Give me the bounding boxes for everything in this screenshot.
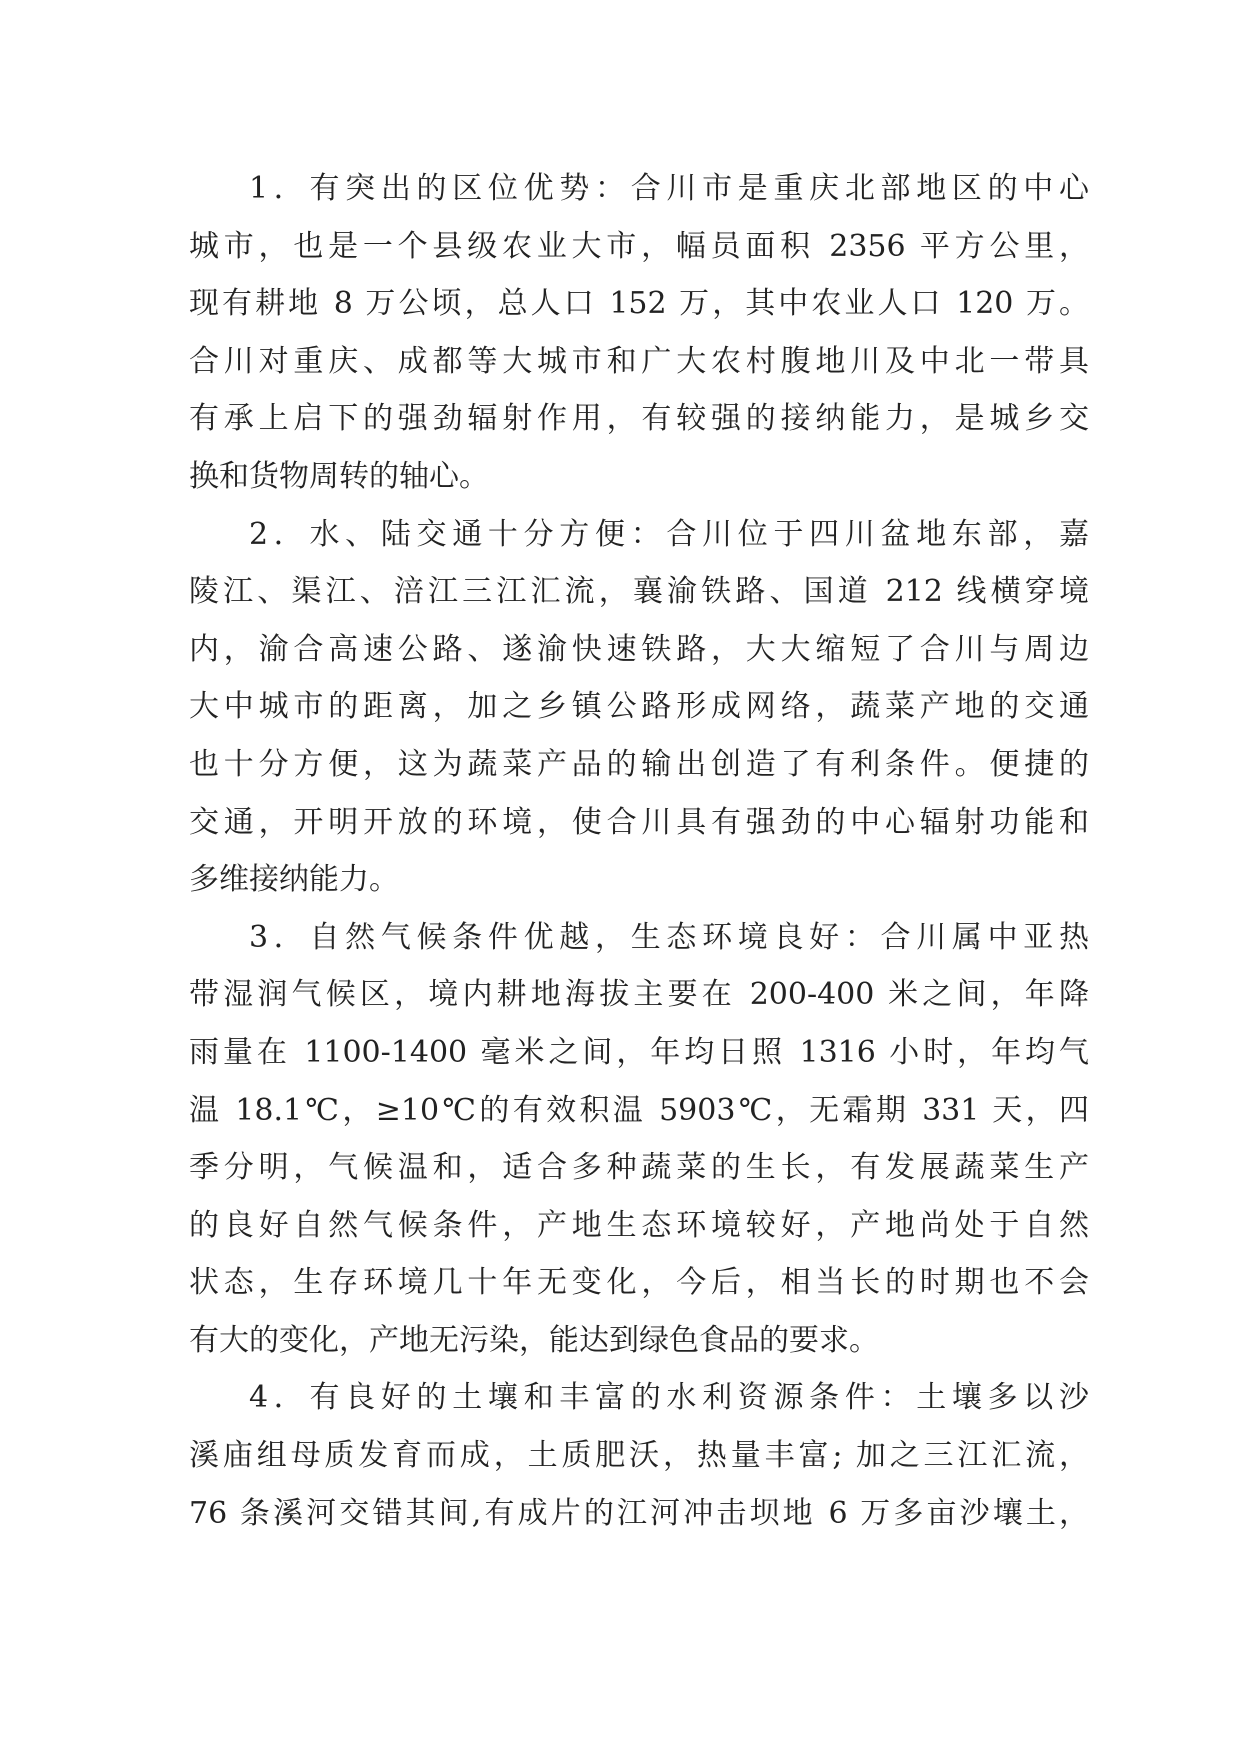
paragraph-1-line-5: 有承上启下的强劲辐射作用，有较强的接纳能力，是城乡交 <box>189 401 1089 437</box>
paragraph-1-line-1: 1．有突出的区位优势：合川市是重庆北部地区的中心 <box>249 171 1089 206</box>
paragraph-3-line-7: 状态，生存环境几十年无变化，今后，相当长的时期也不会 <box>189 1265 1089 1301</box>
paragraph-2-line-5: 也十分方便，这为蔬菜产品的输出创造了有利条件。便捷的 <box>189 746 1089 782</box>
paragraph-2-line-4: 大中城市的距离，加之乡镇公路形成网络，蔬菜产地的交通 <box>189 689 1089 725</box>
paragraph-3-line-1: 3．自然气候条件优越，生态环境良好：合川属中亚热 <box>249 919 1089 955</box>
paragraph-3-line-4: 温 18.1℃，≥10℃的有效积温 5903℃，无霜期 331 天，四 <box>189 1092 1089 1128</box>
paragraph-3-line-2: 带湿润气候区，境内耕地海拔主要在 200-400 米之间，年降 <box>189 977 1089 1013</box>
paragraph-4-line-3: 76 条溪河交错其间,有成片的江河冲击坝地 6 万多亩沙壤土， <box>189 1495 1089 1531</box>
paragraph-2-line-2: 陵江、渠江、涪江三江汇流，襄渝铁路、国道 212 线横穿境 <box>189 574 1089 610</box>
paragraph-4-line-1: 4．有良好的土壤和丰富的水利资源条件：土壤多以沙 <box>249 1380 1089 1416</box>
paragraph-2-line-1: 2．水、陆交通十分方便：合川位于四川盆地东部，嘉 <box>249 516 1089 552</box>
paragraph-3-line-8: 有大的变化，产地无污染，能达到绿色食品的要求。 <box>189 1322 879 1358</box>
paragraph-1-line-6: 换和货物周转的轴心。 <box>189 458 489 494</box>
paragraph-2-line-3: 内，渝合高速公路、遂渝快速铁路，大大缩短了合川与周边 <box>189 631 1089 667</box>
paragraph-1-line-4: 合川对重庆、成都等大城市和广大农村腹地川及中北一带具 <box>189 343 1089 379</box>
document-body <box>189 160 1089 1542</box>
paragraph-1-line-2: 城市，也是一个县级农业大市，幅员面积 2356 平方公里， <box>189 228 1089 264</box>
paragraph-3-line-5: 季分明，气候温和，适合多种蔬菜的生长，有发展蔬菜生产 <box>189 1150 1089 1186</box>
paragraph-2-line-7: 多维接纳能力。 <box>189 862 399 898</box>
paragraph-4-line-2: 溪庙组母质发育而成，土质肥沃，热量丰富; 加之三江汇流， <box>189 1438 1089 1474</box>
paragraph-3-line-3: 雨量在 1100-1400 毫米之间，年均日照 1316 小时，年均气 <box>189 1034 1089 1070</box>
paragraph-1-line-3: 现有耕地 8 万公顷，总人口 152 万，其中农业人口 120 万。 <box>189 286 1089 322</box>
paragraph-2-line-6: 交通，开明开放的环境，使合川具有强劲的中心辐射功能和 <box>189 804 1089 840</box>
paragraph-3-line-6: 的良好自然气候条件，产地生态环境较好，产地尚处于自然 <box>189 1207 1089 1243</box>
